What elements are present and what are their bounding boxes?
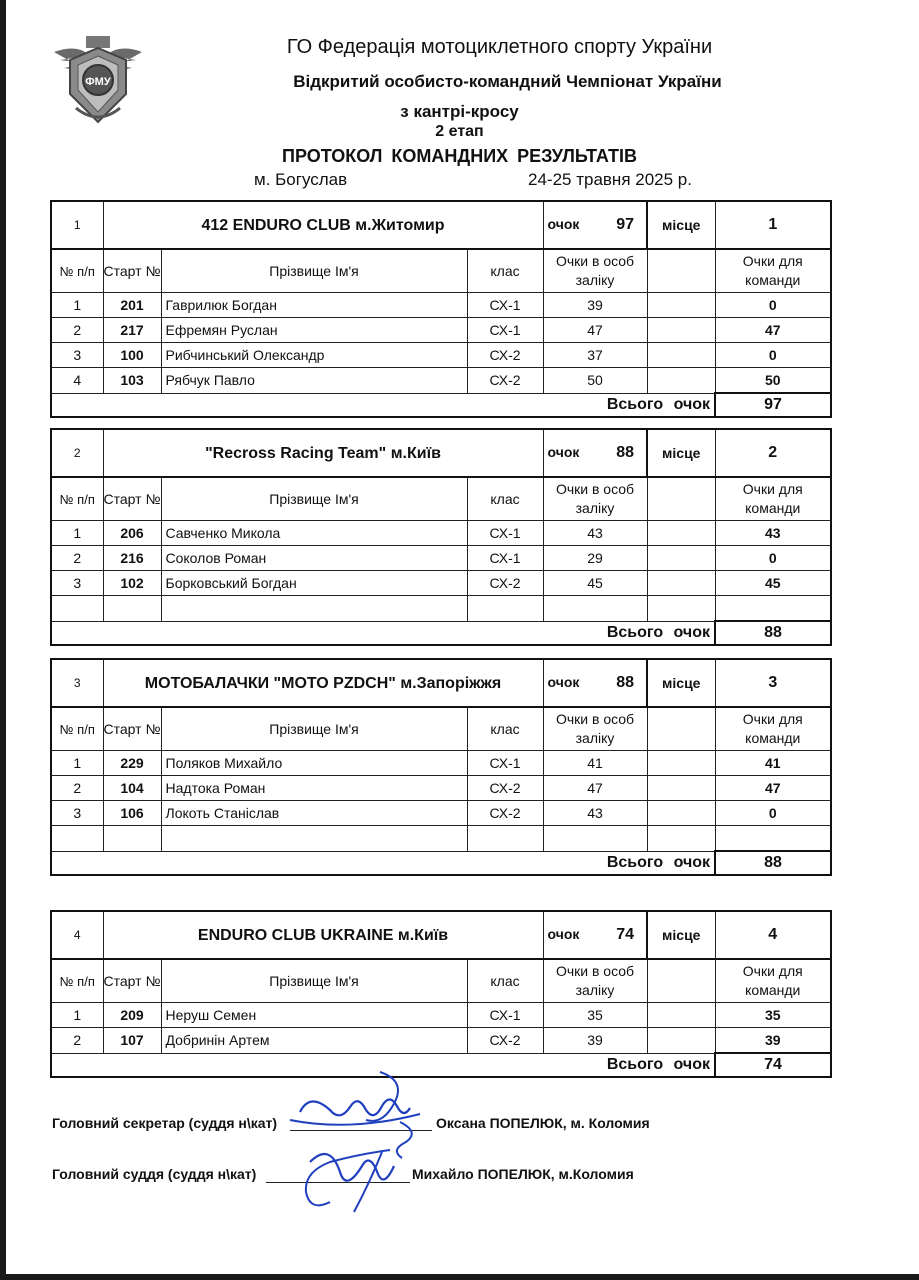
col-personal-header: Очки в особ заліку (543, 707, 647, 751)
rider-class: СХ-1 (467, 751, 543, 776)
team-points: 74 (616, 926, 634, 943)
team-points: 88 (616, 444, 634, 461)
team-total: 97 (715, 393, 831, 417)
col-no-header: № п/п (51, 477, 103, 521)
start-number: 206 (103, 521, 161, 546)
team-points-cell: 41 (715, 751, 831, 776)
table-row (51, 546, 831, 571)
table-row (51, 751, 831, 776)
start-number: 209 (103, 1003, 161, 1028)
col-personal-header: Очки в особ заліку (543, 249, 647, 293)
logo-text: ФМУ (85, 76, 111, 88)
start-number (103, 826, 161, 852)
protocol-title: ПРОТОКОЛ КОМАНДНИХ РЕЗУЛЬТАТІВ (282, 146, 637, 166)
judge-role: Головний суддя (суддя н\кат) (52, 1166, 257, 1182)
col-spacer-header (647, 249, 715, 293)
team-points-cell: 0 (715, 343, 831, 368)
place-label: місце (647, 201, 715, 249)
points-label: очок 88 (543, 429, 647, 477)
team-name: МОТОБАЛАЧКИ "МОТО PZDCH" м.Запоріжжя (103, 659, 543, 707)
rider-class: СХ-1 (467, 1003, 543, 1028)
team-points-cell: 45 (715, 571, 831, 596)
rider-name: Рибчинський Олександр (161, 343, 467, 368)
rider-name: Соколов Роман (161, 546, 467, 571)
spacer-cell (647, 801, 715, 826)
handwritten-signatures (270, 1062, 440, 1222)
start-number: 201 (103, 293, 161, 318)
place-label: місце (647, 659, 715, 707)
col-start-header: Старт № (103, 249, 161, 293)
row-number: 1 (51, 1003, 103, 1028)
rider-class: СХ-2 (467, 801, 543, 826)
col-no-header: № п/п (51, 959, 103, 1003)
rider-class: СХ-2 (467, 1028, 543, 1054)
rider-name: Добринін Артем (161, 1028, 467, 1054)
scan-edge-bottom (0, 1274, 919, 1280)
column-header-row (51, 707, 831, 751)
team-points-cell: 47 (715, 318, 831, 343)
team-header-row (51, 911, 831, 959)
team-number: 2 (51, 429, 103, 477)
row-number: 1 (51, 521, 103, 546)
col-class-header: клас (467, 477, 543, 521)
team-number: 4 (51, 911, 103, 959)
col-spacer-header (647, 477, 715, 521)
rider-name: Локоть Станіслав (161, 801, 467, 826)
team-number: 1 (51, 201, 103, 249)
total-row (51, 1053, 831, 1077)
judge-name: Михайло ПОПЕЛЮК, м.Коломия (412, 1166, 634, 1182)
row-number: 3 (51, 801, 103, 826)
col-start-header: Старт № (103, 477, 161, 521)
row-number: 2 (51, 546, 103, 571)
team-points-cell (715, 826, 831, 852)
discipline-title: з кантрі-кросу (400, 102, 519, 121)
row-number: 2 (51, 776, 103, 801)
spacer-cell (647, 521, 715, 546)
table-row (51, 571, 831, 596)
rider-class (467, 596, 543, 622)
personal-points: 29 (543, 546, 647, 571)
team-header-row (51, 429, 831, 477)
team-table (50, 428, 832, 646)
col-team-header: Очки для команди (715, 249, 831, 293)
points-label: очок 74 (543, 911, 647, 959)
row-number: 4 (51, 368, 103, 394)
team-points: 88 (616, 674, 635, 691)
table-row (51, 293, 831, 318)
points-label: очок 88 (543, 659, 647, 707)
spacer-cell (647, 1028, 715, 1054)
personal-points: 45 (543, 571, 647, 596)
spacer-cell (647, 776, 715, 801)
start-number: 217 (103, 318, 161, 343)
place-label: місце (647, 911, 715, 959)
column-header-row (51, 959, 831, 1003)
table-row (51, 318, 831, 343)
rider-name: Ефремян Руслан (161, 318, 467, 343)
column-header-row (51, 477, 831, 521)
start-number: 104 (103, 776, 161, 801)
col-personal-header: Очки в особ заліку (543, 477, 647, 521)
start-number: 100 (103, 343, 161, 368)
col-name-header: Прізвище Ім'я (161, 959, 467, 1003)
col-class-header: клас (467, 249, 543, 293)
rider-class: СХ-1 (467, 318, 543, 343)
team-place: 3 (715, 659, 831, 707)
col-no-header: № п/п (51, 707, 103, 751)
spacer-cell (647, 826, 715, 852)
championship-title: Відкритий особисто-командний Чемпіонат України (293, 72, 722, 91)
row-number: 1 (51, 751, 103, 776)
federation-title: ГО Федерація мотоциклетного спорту України (286, 36, 713, 58)
team-points-cell: 39 (715, 1028, 831, 1054)
rider-class: СХ-2 (467, 571, 543, 596)
rider-name: Савченко Микола (161, 521, 467, 546)
table-row (51, 776, 831, 801)
spacer-cell (647, 571, 715, 596)
col-team-header: Очки для команди (715, 477, 831, 521)
team-name: 412 ENDURO CLUB м.Житомир (103, 201, 543, 249)
spacer-cell (647, 293, 715, 318)
team-table (50, 658, 832, 876)
team-name: ENDURO CLUB UKRAINE м.Київ (103, 911, 543, 959)
personal-points: 47 (543, 318, 647, 343)
team-place: 1 (715, 201, 831, 249)
row-number: 2 (51, 1028, 103, 1054)
total-label: Всього очок (51, 851, 715, 875)
spacer-cell (647, 751, 715, 776)
row-number (51, 596, 103, 622)
personal-points (543, 596, 647, 622)
rider-class: СХ-2 (467, 776, 543, 801)
event-dates: 24-25 травня 2025 р. (528, 170, 692, 189)
table-row (51, 801, 831, 826)
rider-class (467, 826, 543, 852)
col-team-header: Очки для команди (715, 707, 831, 751)
start-number: 107 (103, 1028, 161, 1054)
table-row (51, 596, 831, 622)
col-class-header: клас (467, 707, 543, 751)
total-label: Всього очок (51, 1053, 715, 1077)
rider-name (161, 826, 467, 852)
total-row (51, 393, 831, 417)
table-row (51, 1028, 831, 1054)
team-place: 4 (715, 911, 831, 959)
row-number: 3 (51, 571, 103, 596)
start-number: 216 (103, 546, 161, 571)
secretary-name: Оксана ПОПЕЛЮК, м. Коломия (436, 1115, 650, 1131)
spacer-cell (647, 1003, 715, 1028)
start-number: 102 (103, 571, 161, 596)
row-number: 1 (51, 293, 103, 318)
team-table (50, 910, 832, 1078)
stage-title: 2 етап (435, 123, 484, 140)
rider-name: Рябчук Павло (161, 368, 467, 394)
team-points-cell: 35 (715, 1003, 831, 1028)
team-points-cell: 47 (715, 776, 831, 801)
table-row (51, 826, 831, 852)
team-table (50, 200, 832, 418)
team-header-row (51, 659, 831, 707)
total-row (51, 621, 831, 645)
col-name-header: Прізвище Ім'я (161, 707, 467, 751)
team-total: 88 (715, 621, 831, 645)
start-number (103, 596, 161, 622)
row-number: 2 (51, 318, 103, 343)
personal-points: 50 (543, 368, 647, 394)
table-row (51, 368, 831, 394)
personal-points: 43 (543, 521, 647, 546)
col-no-header: № п/п (51, 249, 103, 293)
personal-points: 41 (543, 751, 647, 776)
personal-points (543, 826, 647, 852)
personal-points: 37 (543, 343, 647, 368)
rider-class: СХ-2 (467, 368, 543, 394)
secretary-role: Головний секретар (суддя н\кат) (52, 1115, 278, 1131)
total-row (51, 851, 831, 875)
table-row (51, 1003, 831, 1028)
team-name: "Recross Racing Team" м.Київ (103, 429, 543, 477)
rider-class: СХ-2 (467, 343, 543, 368)
column-header-row (51, 249, 831, 293)
points-label: очок 97 (543, 201, 647, 249)
col-spacer-header (647, 707, 715, 751)
rider-name: Гаврилюк Богдан (161, 293, 467, 318)
team-total: 74 (715, 1053, 831, 1077)
rider-name: Надтока Роман (161, 776, 467, 801)
total-label: Всього очок (51, 621, 715, 645)
total-label: Всього очок (51, 393, 715, 417)
rider-name: Неруш Семен (161, 1003, 467, 1028)
team-header-row (51, 201, 831, 249)
rider-class: СХ-1 (467, 546, 543, 571)
rider-class: СХ-1 (467, 521, 543, 546)
row-number (51, 826, 103, 852)
team-points: 97 (616, 216, 635, 233)
col-name-header: Прізвище Ім'я (161, 477, 467, 521)
spacer-cell (647, 546, 715, 571)
team-points-cell: 43 (715, 521, 831, 546)
rider-class: СХ-1 (467, 293, 543, 318)
personal-points: 47 (543, 776, 647, 801)
col-start-header: Старт № (103, 707, 161, 751)
start-number: 103 (103, 368, 161, 394)
col-start-header: Старт № (103, 959, 161, 1003)
col-name-header: Прізвище Ім'я (161, 249, 467, 293)
table-row (51, 521, 831, 546)
team-points-cell: 0 (715, 546, 831, 571)
personal-points: 35 (543, 1003, 647, 1028)
col-spacer-header (647, 959, 715, 1003)
spacer-cell (647, 596, 715, 622)
team-place: 2 (715, 429, 831, 477)
col-personal-header: Очки в особ заліку (543, 959, 647, 1003)
spacer-cell (647, 343, 715, 368)
spacer-cell (647, 318, 715, 343)
scan-edge-left (0, 0, 6, 1280)
col-class-header: клас (467, 959, 543, 1003)
table-row (51, 343, 831, 368)
rider-name: Борковський Богдан (161, 571, 467, 596)
row-number: 3 (51, 343, 103, 368)
team-total: 88 (715, 851, 831, 875)
personal-points: 43 (543, 801, 647, 826)
start-number: 229 (103, 751, 161, 776)
team-points-cell: 0 (715, 801, 831, 826)
rider-name (161, 596, 467, 622)
event-city: м. Богуслав (254, 170, 348, 189)
place-label: місце (647, 429, 715, 477)
team-points-cell: 50 (715, 368, 831, 394)
team-number: 3 (51, 659, 103, 707)
start-number: 106 (103, 801, 161, 826)
personal-points: 39 (543, 293, 647, 318)
spacer-cell (647, 368, 715, 394)
personal-points: 39 (543, 1028, 647, 1054)
col-team-header: Очки для команди (715, 959, 831, 1003)
rider-name: Поляков Михайло (161, 751, 467, 776)
team-points-cell (715, 596, 831, 622)
team-points-cell: 0 (715, 293, 831, 318)
